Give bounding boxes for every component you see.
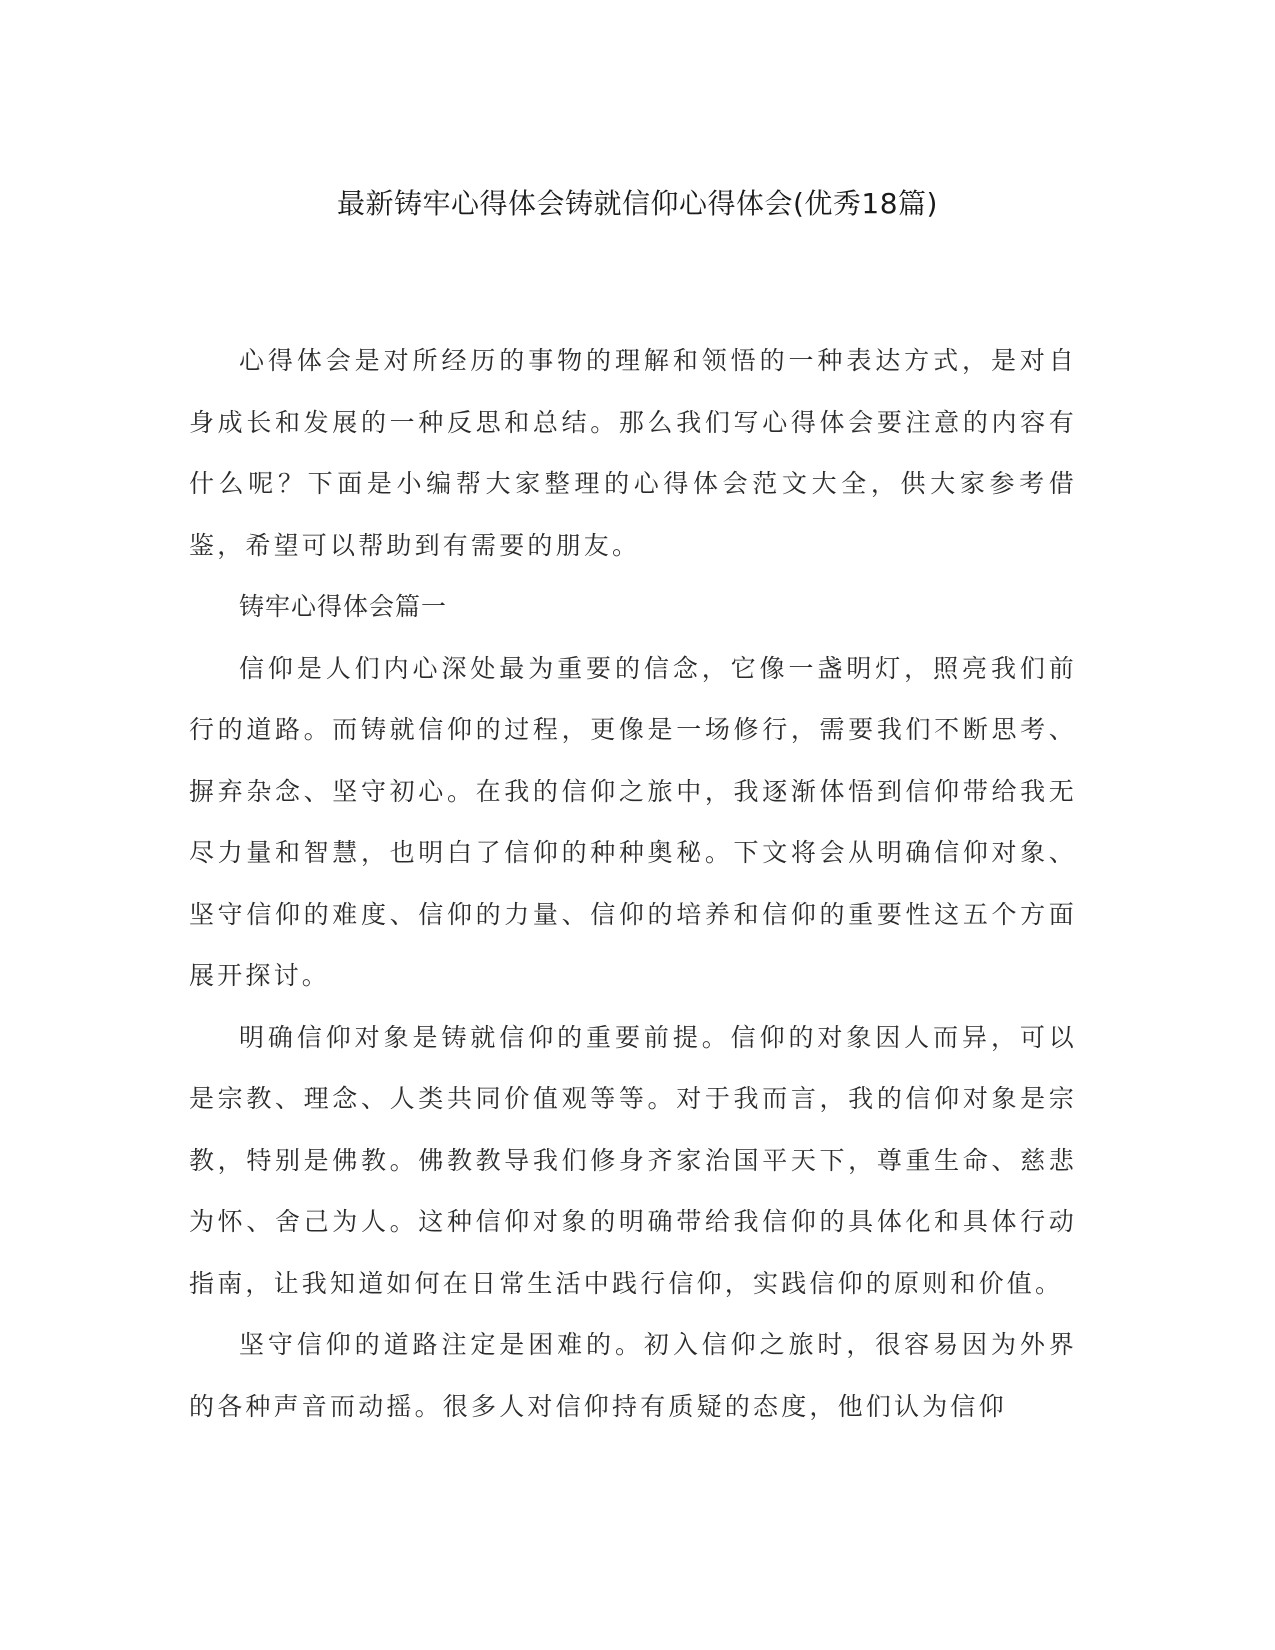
document-title: 最新铸牢心得体会铸就信仰心得体会(优秀18篇) [337,187,938,220]
section-heading: 铸牢心得体会篇一 [239,592,448,621]
intro-paragraph: 心得体会是对所经历的事物的理解和领悟的一种表达方式，是对自身成长和发展的一种反思和总结。那么我们写心得体会要注意的内容有什么呢？下面是小编帮大家整理的心得体会范文大全，供大家参考借鉴，希望可以帮助到有需要的朋友。 [189,346,1077,560]
body-paragraph-1: 信仰是人们内心深处最为重要的信念，它像一盏明灯，照亮我们前行的道路。而铸就信仰的过程，更像是一场修行，需要我们不断思考、摒弃杂念、坚守初心。在我的信仰之旅中，我逐渐体悟到信仰带给我无尽力量和智慧，也明白了信仰的种种奥秘。下文将会从明确信仰对象、坚守信仰的难度、信仰的力量、信仰的培养和信仰的重要性这五个方面展开探讨。 [189,653,1077,990]
body-paragraph-3: 坚守信仰的道路注定是困难的。初入信仰之旅时，很容易因为外界的各种声音而动摇。很多人对信仰持有质疑的态度，他们认为信仰 [189,1330,1077,1421]
document-body [189,330,1077,1437]
body-paragraph-2: 明确信仰对象是铸就信仰的重要前提。信仰的对象因人而异，可以是宗教、理念、人类共同价值观等等。对于我而言，我的信仰对象是宗教，特别是佛教。佛教教导我们修身齐家治国平天下，尊重生命、慈悲为怀、舍己为人。这种信仰对象的明确带给我信仰的具体化和具体行动指南，让我知道如何在日常生活中践行信仰，实践信仰的原则和价值。 [189,1022,1077,1298]
